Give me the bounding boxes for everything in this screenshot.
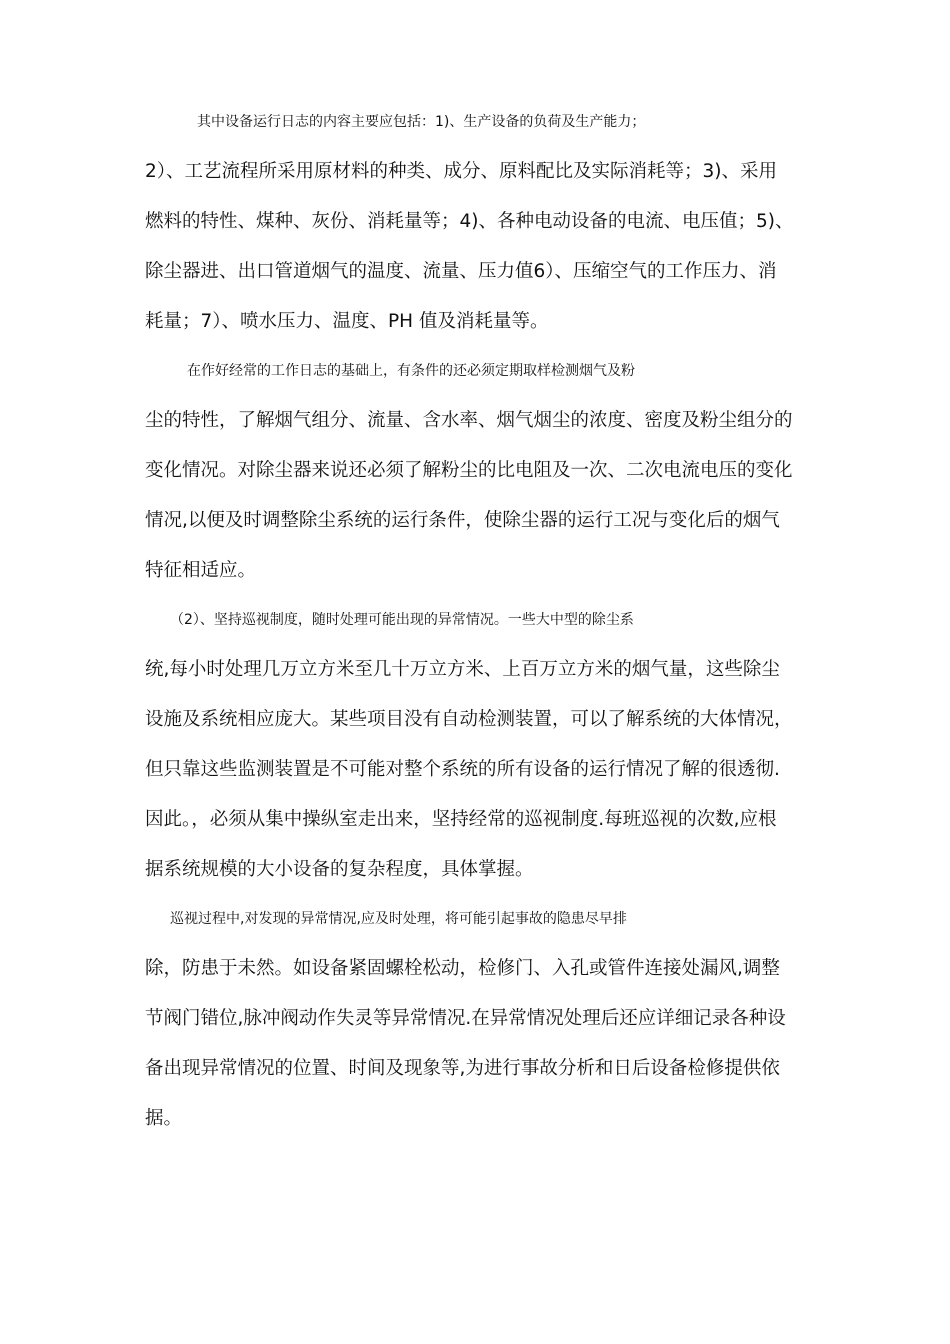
paragraph-3-line-5: 因此。，必须从集中操纵室走出来，坚持经常的巡视制度.每班巡视的次数,应根 [145, 809, 777, 830]
paragraph-1-line-5: 耗量；7）、喷水压力、温度、PH 值及消耗量等。 [145, 311, 549, 332]
paragraph-3-line-6: 据系统规模的大小设备的复杂程度，具体掌握。 [145, 859, 534, 880]
paragraph-1-line-4: 除尘器进、出口管道烟气的温度、流量、压力值6）、压缩空气的工作压力、消 [145, 261, 777, 282]
paragraph-4-line-5: 据。 [145, 1108, 183, 1129]
paragraph-3-line-2: 统,每小时处理几万立方米至几十万立方米、上百万立方米的烟气量，这些除尘 [145, 659, 780, 680]
paragraph-3-line-1: （2）、坚持巡视制度，随时处理可能出现的异常情况。一些大中型的除尘系 [170, 612, 634, 628]
paragraph-3-line-3: 设施及系统相应庞大。某些项目没有自动检测装置，可以了解系统的大体情况， [145, 709, 793, 730]
paragraph-2-line-4: 情况,以便及时调整除尘系统的运行条件，使除尘器的运行工况与变化后的烟气 [145, 510, 780, 531]
paragraph-2-line-3: 变化情况。对除尘器来说还必须了解粉尘的比电阻及一次、二次电流电压的变化 [145, 460, 793, 481]
paragraph-4-line-4: 备出现异常情况的位置、时间及现象等,为进行事故分析和日后设备检修提供依 [145, 1058, 780, 1079]
paragraph-1-line-1: 其中设备运行日志的内容主要应包括：1)、生产设备的负荷及生产能力； [197, 114, 646, 130]
paragraph-4-line-1: 巡视过程中,对发现的异常情况,应及时处理，将可能引起事故的隐患尽早排 [170, 911, 627, 927]
paragraph-2-line-2: 尘的特性，了解烟气组分、流量、含水率、烟气烟尘的浓度、密度及粉尘组分的 [145, 410, 793, 431]
paragraph-4-line-2: 除，防患于未然。如设备紧固螺栓松动，检修门、入孔或管件连接处漏风,调整 [145, 958, 780, 979]
paragraph-1-line-3: 燃料的特性、煤种、灰份、消耗量等；4)、各种电动设备的电流、电压值；5)、 [145, 211, 794, 232]
paragraph-4-line-3: 节阀门错位,脉冲阀动作失灵等异常情况.在异常情况处理后还应详细记录各种设 [145, 1008, 786, 1029]
paragraph-2-line-5: 特征相适应。 [145, 560, 257, 581]
paragraph-2-line-1: 在作好经常的工作日志的基础上，有条件的还必须定期取样检测烟气及粉 [187, 363, 635, 379]
paragraph-1-line-2: 2）、工艺流程所采用原材料的种类、成分、原料配比及实际消耗等；3)、采用 [145, 161, 778, 182]
paragraph-3-line-4: 但只靠这些监测装置是不可能对整个系统的所有设备的运行情况了解的很透彻. [145, 759, 780, 780]
